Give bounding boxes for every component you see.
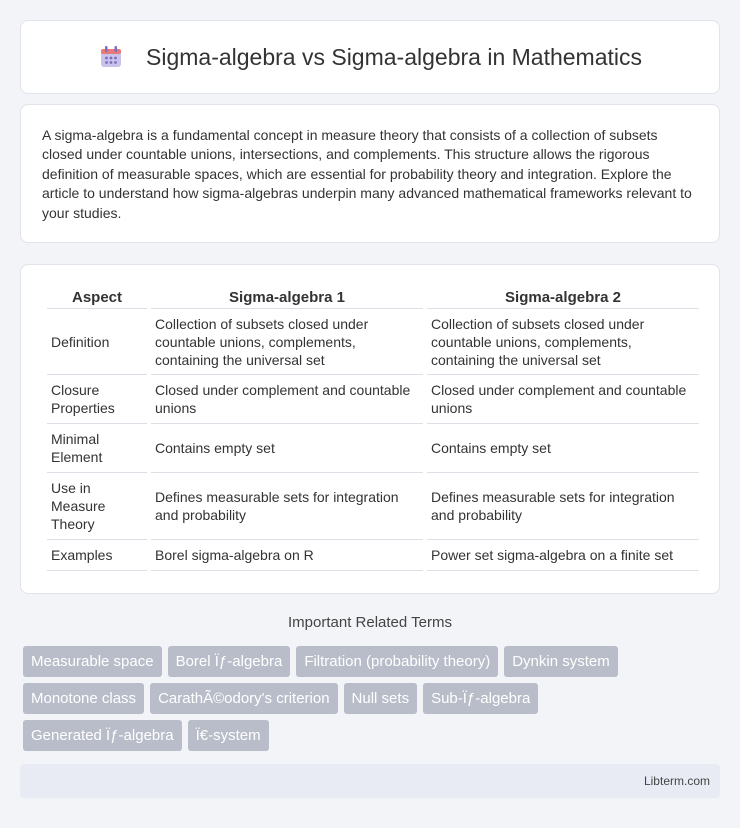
table-cell: Collection of subsets closed under countable unions, complements, containing the universal set [151, 309, 423, 375]
intro-card [20, 104, 720, 243]
related-term-tag[interactable]: Dynkin system [504, 646, 618, 677]
table-cell: Closed under complement and countable unions [427, 375, 699, 424]
table-row [47, 540, 699, 571]
related-term-tag[interactable]: Borel Ïƒ-algebra [168, 646, 291, 677]
related-term-tag[interactable]: Generated Ïƒ-algebra [23, 720, 182, 751]
related-term-tag[interactable]: Sub-Ïƒ-algebra [423, 683, 538, 714]
table-header-row [47, 285, 699, 309]
header-sigma-algebra-1: Sigma-algebra 1 [151, 285, 423, 309]
related-terms-list [23, 646, 723, 757]
comparison-table [43, 285, 703, 571]
table-row [47, 473, 699, 540]
table-cell: Borel sigma-algebra on R [151, 540, 423, 571]
table-cell: Defines measurable sets for integration and probability [151, 473, 423, 540]
table-cell: Power set sigma-algebra on a finite set [427, 540, 699, 571]
header-sigma-algebra-2: Sigma-algebra 2 [427, 285, 699, 309]
table-cell: Contains empty set [151, 424, 423, 473]
intro-text: A sigma-algebra is a fundamental concept in measure theory that consists of a collection of subsets closed under countable unions, intersections, and complements. This structure allows the rigorous definition of measurable spaces, which are essential for probability theory and integration. Explore the article to understand how sigma-algebras underpin many advanced mathematical frameworks relevant to your studies. [42, 127, 692, 221]
comparison-table-card [20, 264, 720, 594]
related-term-tag[interactable]: CarathÃ©odory's criterion [150, 683, 337, 714]
footer-brand[interactable]: Libterm.com [643, 774, 710, 788]
table-cell: Definition [47, 309, 147, 375]
related-terms-title: Important Related Terms [288, 614, 452, 631]
related-term-tag[interactable]: Filtration (probability theory) [296, 646, 498, 677]
page-title: Sigma-algebra vs Sigma-algebra in Mathematics [146, 43, 642, 70]
related-term-tag[interactable]: Monotone class [23, 683, 144, 714]
tag-row [23, 646, 723, 677]
table-cell: Contains empty set [427, 424, 699, 473]
tag-row [23, 720, 723, 751]
related-term-tag[interactable]: Ï€-system [188, 720, 269, 751]
header-card [20, 20, 720, 94]
calendar-icon [98, 44, 124, 70]
table-row [47, 375, 699, 424]
related-term-tag[interactable]: Null sets [344, 683, 418, 714]
table-row [47, 424, 699, 473]
related-term-tag[interactable]: Measurable space [23, 646, 162, 677]
table-cell: Use in Measure Theory [47, 473, 147, 540]
table-cell: Examples [47, 540, 147, 571]
table-cell: Defines measurable sets for integration and probability [427, 473, 699, 540]
table-cell: Minimal Element [47, 424, 147, 473]
table-cell: Closed under complement and countable unions [151, 375, 423, 424]
table-cell: Collection of subsets closed under countable unions, complements, containing the universal set [427, 309, 699, 375]
footer [20, 764, 720, 798]
table-cell: Closure Properties [47, 375, 147, 424]
header-aspect: Aspect [47, 285, 147, 309]
table-row [47, 309, 699, 375]
tag-row [23, 683, 723, 714]
